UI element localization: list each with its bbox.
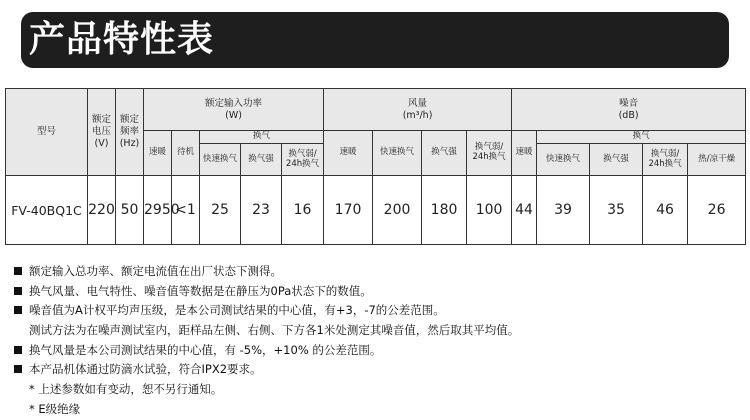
cell-air-fast-vent: 200 [373, 176, 422, 245]
note-text: 噪音值为A计权平均声压级，是本公司测试结果的中心值，有+3，-7的公差范围。 [29, 303, 445, 318]
note-text: 测试方法为在噪声测试室内，距样品左侧、右侧、下方各1米处测定其噪音值，然后取其平均值。 [29, 323, 520, 338]
cell-air-vent-strong: 180 [422, 176, 467, 245]
header-noise-vent-weak: 换气弱/ 24h换气 [643, 144, 688, 176]
header-power-fast-vent: 快速换气 [200, 144, 241, 176]
cell-voltage: 220 [88, 176, 116, 245]
header-air-heating: 速暖 [324, 131, 373, 176]
header-noise-fast-vent: 快速换气 [537, 144, 590, 176]
note-text: * 上述参数如有变动，恕不另行通知。 [29, 382, 223, 397]
square-bullet-icon [14, 346, 22, 354]
square-bullet-icon [14, 267, 22, 275]
cell-noise-fast-vent: 39 [537, 176, 590, 245]
header-noise-heating: 速暖 [512, 131, 537, 176]
header-power-vent-weak: 换气弱/ 24h换气 [282, 144, 324, 176]
header-power-vent-strong: 换气强 [241, 144, 282, 176]
note-item [14, 341, 734, 361]
header-group-noise: 噪音 (dB) [512, 89, 746, 131]
note-item [14, 321, 734, 341]
note-text: * E级绝缘 [29, 401, 81, 416]
header-noise-ventilation: 换气 [537, 131, 746, 144]
cell-power-vent-strong: 23 [241, 176, 282, 245]
page-title: 产品特性表 [29, 19, 215, 60]
spec-table [5, 88, 746, 245]
header-voltage: 额定 电压 (V) [88, 89, 116, 176]
note-item [14, 400, 734, 420]
cell-power-vent-weak: 16 [282, 176, 324, 245]
cell-frequency: 50 [116, 176, 144, 245]
square-bullet-icon [14, 365, 22, 373]
cell-power-heating: 2950 [144, 176, 172, 245]
cell-air-vent-weak: 100 [467, 176, 512, 245]
note-text: 换气风量、电气特性、噪音值等数据是在静压为0Pa状态下的数值。 [29, 283, 372, 298]
square-bullet-icon [14, 306, 22, 314]
header-power-heating: 速暖 [144, 131, 172, 176]
cell-noise-heating: 44 [512, 176, 537, 245]
header-air-vent-strong: 换气强 [422, 131, 467, 176]
header-air-fast-vent: 快速换气 [373, 131, 422, 176]
cell-power-fast-vent: 25 [200, 176, 241, 245]
cell-noise-vent-strong: 35 [590, 176, 643, 245]
header-air-vent-weak: 换气弱/ 24h换气 [467, 131, 512, 176]
note-item [14, 282, 734, 302]
header-frequency: 额定 频率 (Hz) [116, 89, 144, 176]
cell-noise-vent-weak: 46 [643, 176, 688, 245]
note-text: 换气风量是本公司测试结果的中心值，有 -5%，+10% 的公差范围。 [29, 342, 382, 357]
cell-model: FV-40BQ1C [6, 176, 88, 245]
note-item [14, 262, 734, 282]
note-text: 本产品机体通过防滴水试验，符合IPX2要求。 [29, 362, 262, 377]
cell-noise-heat-cool-dry: 26 [688, 176, 746, 245]
header-group-airflow: 风量 (m³/h) [324, 89, 512, 131]
note-item [14, 380, 734, 400]
square-bullet-icon [14, 287, 22, 295]
note-item [14, 301, 734, 321]
header-power-ventilation: 换气 [200, 131, 324, 144]
header-noise-heat-cool-dry: 热/凉干燥 [688, 144, 746, 176]
header-power-standby: 待机 [172, 131, 200, 176]
table-row [6, 176, 746, 245]
title-bar [21, 12, 729, 68]
cell-power-standby: <1 [172, 176, 200, 245]
note-text: 额定输入总功率、额定电流值在出厂状态下测得。 [29, 264, 282, 278]
notes-list [14, 262, 734, 420]
header-model: 型号 [6, 89, 88, 176]
note-item [14, 360, 734, 380]
header-noise-vent-strong: 换气强 [590, 144, 643, 176]
cell-air-heating: 170 [324, 176, 373, 245]
header-group-power: 额定输入功率 (W) [144, 89, 324, 131]
